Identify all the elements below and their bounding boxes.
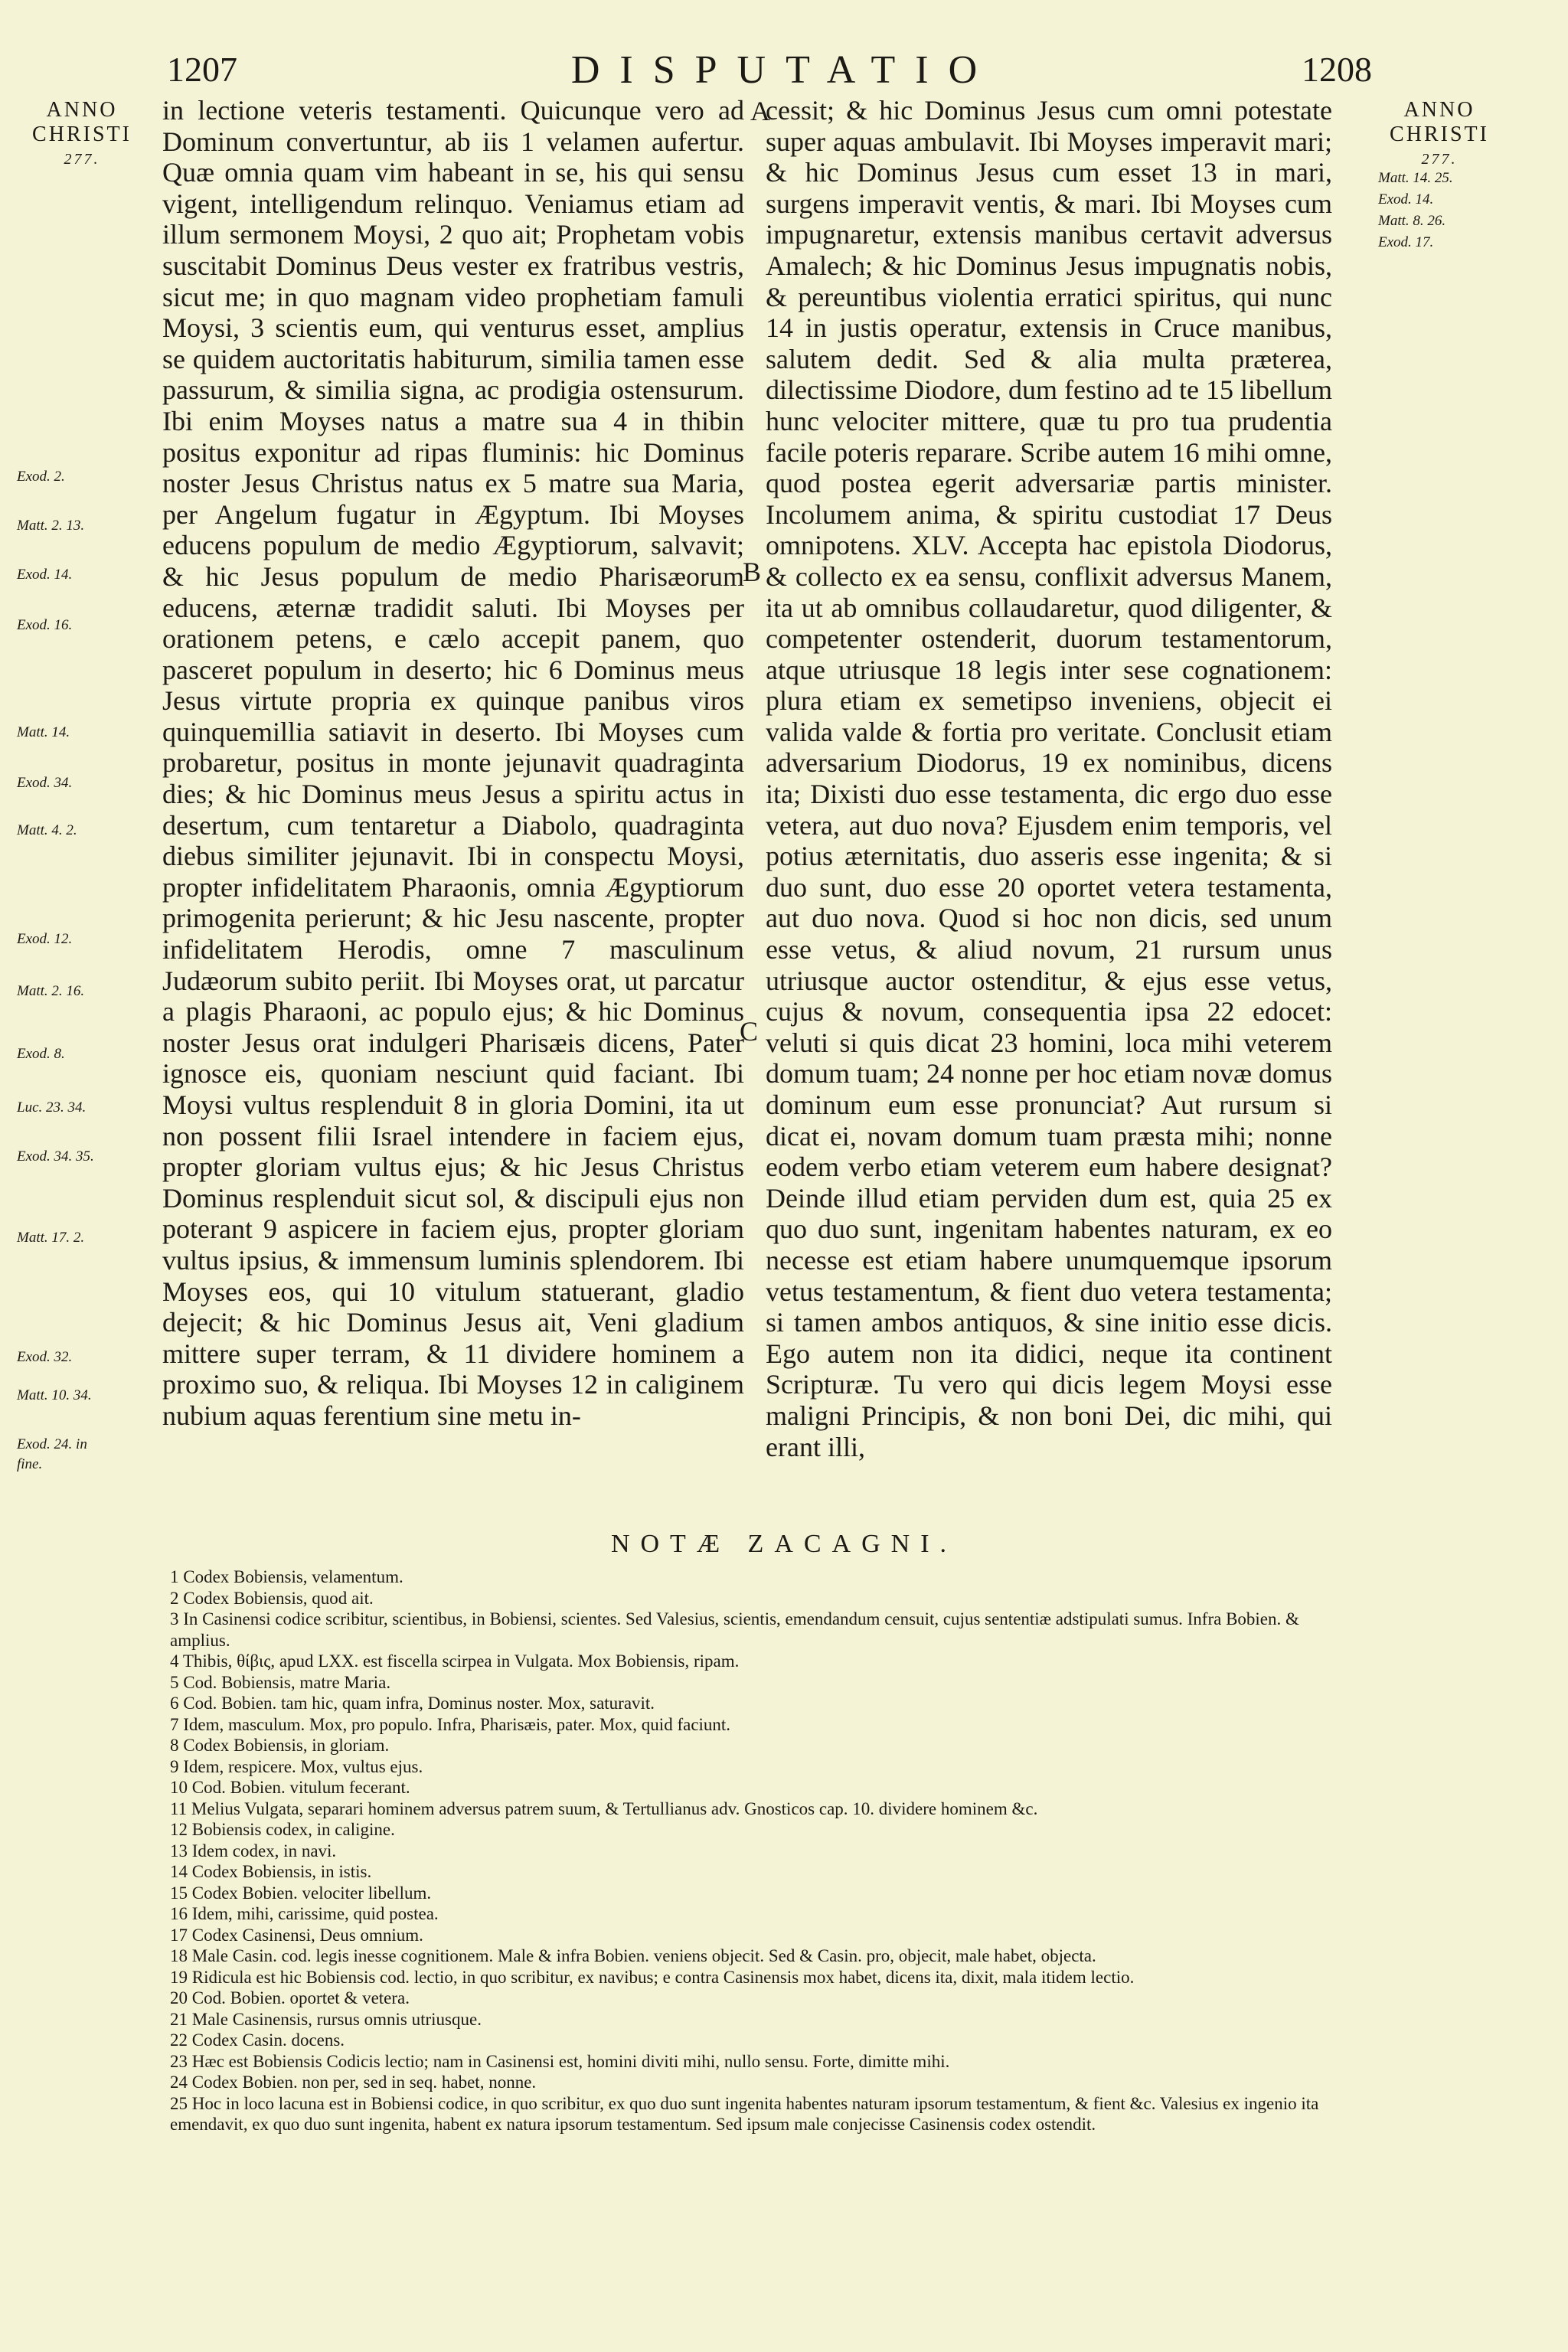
note-item: 6 Cod. Bobien. tam hic, quam infra, Dominus noster. Mox, saturavit.: [170, 1694, 655, 1713]
margin-ref: Matt. 17. 2.: [17, 1230, 85, 1246]
note-item: 16 Idem, mihi, carissime, quid postea.: [170, 1904, 439, 1923]
note-item: 8 Codex Bobiensis, in gloriam.: [170, 1736, 390, 1755]
anno-left: [17, 98, 147, 172]
anno-right: [1378, 98, 1501, 172]
note-item: 14 Codex Bobiensis, in istis.: [170, 1862, 372, 1881]
note-item: 7 Idem, masculum. Mox, pro populo. Infra, Pharisæis, pater. Mox, quid faciunt.: [170, 1714, 731, 1734]
anno-label: ANNO: [46, 98, 118, 122]
note-item: 24 Codex Bobien. non per, sed in seq. habet, nonne.: [170, 2073, 537, 2092]
margin-ref: Exod. 32.: [17, 1349, 73, 1365]
note-item: 1 Codex Bobiensis, velamentum.: [170, 1567, 403, 1586]
margin-ref: fine.: [17, 1456, 43, 1472]
margin-ref: Exod. 8.: [17, 1046, 65, 1062]
section-letter-b: B: [743, 557, 762, 587]
margin-ref: Exod. 16.: [17, 617, 73, 633]
page-number-left: 1207: [167, 50, 237, 89]
margin-ref: Exod. 24. in: [17, 1436, 87, 1452]
margin-ref: Matt. 2. 16.: [17, 983, 85, 999]
note-item: 13 Idem codex, in navi.: [170, 1841, 337, 1860]
note-item: 9 Idem, respicere. Mox, vultus ejus.: [170, 1756, 423, 1776]
note-item: 23 Hæc est Bobiensis Codicis lectio; nam in Casinensi est, homini diviti mihi, nullo sensu. Forte, dimitte mihi.: [170, 2051, 950, 2071]
note-item: 12 Bobiensis codex, in caligine.: [170, 1820, 395, 1839]
section-letter-c: C: [740, 1016, 759, 1047]
year-label: 277.: [1421, 151, 1458, 168]
note-item: 3 In Casinensi codice scribitur, scientibus, in Bobiensi, scientes. Sed Valesius, scientis, emendandum censuit, cujus sententiæ adstipulati sumus. Infra Bobien. & amplius.: [170, 1609, 1299, 1650]
note-item: 11 Melius Vulgata, separari hominem adversus patrem suum, & Tertullianus adv. Gnosticos cap. 10. dividere hominem &c.: [170, 1798, 1038, 1818]
margin-ref: Exod. 34. 35.: [17, 1148, 94, 1165]
note-item: 17 Codex Casinensi, Deus omnium.: [170, 1925, 423, 1945]
note-item: 25 Hoc in loco lacuna est in Bobiensi codice, in quo scribitur, ex quo duo sunt ingenita habentes naturam ipsorum testamentum, & fient &c. Valesius ex ingenio ita emendavit, ex quo duo sunt ingenita, habent ex natura ipsorum testamentum. Sed ipsum male conjecisse Casinensis codex ostendit.: [170, 2093, 1319, 2134]
note-item: 5 Cod. Bobiensis, matre Maria.: [170, 1672, 391, 1692]
margin-ref: Luc. 23. 34.: [17, 1099, 87, 1116]
text-column-left: in lectione veteris testamenti. Quicunque vero ad Dominum convertuntur, ab iis 1 velamen aufertur. Quæ omnia quam vim habeant in se, his qui sensu vigent, intelligendum relinquo. Veniamus etiam ad illum sermonem Moysi, 2 quo ait; Prophetam vobis suscitabit Dominus Deus vester ex fratribus vestris, sicut me; in quo magnam video prophetiam famuli Moysi, 3 scientis eum, qui venturus esset, amplius se quidem auctoritatis habiturum, similia tamen esse passurum, & similia signa, ac prodigia ostensurum. Ibi enim Moyses natus a matre sua 4 in thibin positus exponitur ad ripas fluminis: hic Dominus noster Jesus Christus natus ex 5 matre sua Maria, per Angelum fugatur in Ægyptum. Ibi Moyses educens populum de medio Ægyptiorum, salvavit; & hic Jesus populum de medio Pharisæorum educens, æternæ tradidit saluti. Ibi Moyses per orationem petens, e cælo accepit panem, quo pasceret populum in deserto; hic 6 Dominus meus Jesus virtute propria ex quinque panibus viros quinquemillia satiavit in deserto. Ibi Moyses cum probaretur, positus in monte jejunavit quadraginta dies; & hic Dominus meus Jesus a spiritu actus in desertum, cum tentaretur a Diabolo, quadraginta diebus similiter jejunavit. Ibi in conspectu Moysi, propter infidelitatem Pharaonis, omnia Ægyptiorum primogenita perierunt; & hic Jesu nascente, propter infidelitatem Herodis, omne 7 masculinum Judæorum subito periit. Ibi Moyses orat, ut parcatur a plagis Pharaoni, ac populo ejus; & hic Dominus noster Jesus orat indulgeri Pharisæis dicens, Pater ignosce eis, quoniam nesciunt quid faciant. Ibi Moysi vultus resplenduit 8 in gloria Domini, ita ut non possent filii Israel intendere in faciem ejus, propter gloriam vultus ejus; & hic Jesus Christus Dominus resplenduit sicut sol, & discipuli ejus non poterant 9 aspicere in faciem ejus, propter gloriam vultus ipsius, & immensum luminis splendorem. Ibi Moyses eos, qui 10 vitulum statuerant, gladio dejecit; & hic Dominus Jesus ait, Veni gladium mittere super terram, & 11 dividere hominem a proximo suo, & reliqua. Ibi Moyses 12 in caliginem nubium aquas ferentium sine metu in-: [162, 95, 744, 1431]
note-item: 21 Male Casinensis, rursus omnis utriusque.: [170, 2009, 482, 2029]
margin-ref: Exod. 14.: [1378, 191, 1434, 207]
year-label: 277.: [64, 151, 100, 168]
text-column-right: cessit; & hic Dominus Jesus cum omni potestate super aquas ambulavit. Ibi Moyses imperavit mari; & hic Dominus Jesus cum esset 13 in mari, surgens imperavit ventis, & mari. Ibi Moyses cum impugnaretur, extensis manibus certavit adversus Amalech; & hic Dominus Jesus impugnatis nobis, & pereuntibus violentia erratici spiritus, qui nunc 14 in justis operatur, extensis in Cruce manibus, salutem dedit. Sed & alia multa præterea, dilectissime Diodore, dum festino ad te 15 libellum hunc velociter mittere, quæ tu pro tua prudentia facile poteris reparare. Scribe autem 16 mihi omne, quod postea egerit adversariæ partis minister. Incolumem anima, & spiritu custodiat 17 Deus omnipotens. XLV. Accepta hac epistola Diodorus, & collecto ex ea sensu, conflixit adversus Manem, ita ut ab omnibus collaudaretur, quod diligenter, & competenter ostenderit, duorum testamentorum, atque utriusque 18 legis inter sese cognationem: plura etiam ex semetipso inveniens, objecit ei valida valde & fortia pro veritate. Conclusit etiam adversarium Diodorus, 19 ex nominibus, dicens ita; Dixisti duo esse testamenta, dic ergo duo esse vetera, aut duo nova? Ejusdem enim temporis, vel potius æternitatis, duo asseris esse ingenita; & si duo sunt, duo esse 20 oportet vetera testamenta, aut duo nova. Quod si hoc non dicis, sed unum esse vetus, & aliud novum, 21 rursum unus utriusque auctor ostenditur, & ejus esse vetus, cujus & novum, consequentia ipsa 22 edocet: veluti si quis dicat 23 homini, loca mihi veterem domum tuam; 24 nonne per hoc etiam novæ domus dominum eum esse pronunciat? Aut rursum si dicat ei, novam domum tuam præsta mihi; nonne eodem verbo etiam veterem eum habere designat? Deinde illud etiam perviden dum est, quia 25 ex quo duo sunt, ingenitam habentes naturam, ex eo necesse est etiam habere unumquemque ipsorum vetus testamentum, & fient duo vetera testamenta; si tamen ambos antiquos, & sine initio esse dicis. Ego autem non ita didici, neque ita continent Scripturæ. Tu vero qui dicis legem Moysi esse maligni Principis, & non boni Dei, dic mihi, qui erant illi,: [766, 95, 1332, 1462]
page-title: DISPUTATIO: [570, 48, 998, 92]
note-item: 22 Codex Casin. docens.: [170, 2030, 345, 2050]
note-item: 2 Codex Bobiensis, quod ait.: [170, 1588, 374, 1608]
note-item: 15 Codex Bobien. velociter libellum.: [170, 1883, 432, 1903]
margin-ref: Exod. 17.: [1378, 234, 1434, 250]
margin-ref: Matt. 2. 13.: [17, 518, 85, 534]
section-letter-a: A: [750, 96, 770, 126]
margin-ref: Matt. 8. 26.: [1378, 213, 1446, 229]
margin-ref: Exod. 14.: [17, 567, 73, 583]
margin-ref: Matt. 10. 34.: [17, 1387, 92, 1403]
margin-ref: Exod. 12.: [17, 931, 73, 947]
note-item: 18 Male Casin. cod. legis inesse cognitionem. Male & infra Bobien. veniens objecit. Sed & Casin. pro, objecit, male habet, objecta.: [170, 1946, 1096, 1965]
anno-label: ANNO: [1403, 98, 1475, 122]
margin-ref: Matt. 14. 25.: [1378, 170, 1453, 186]
notes-title: NOTÆ ZACAGNI.: [610, 1530, 958, 1558]
note-item: 20 Cod. Bobien. oportet & vetera.: [170, 1988, 410, 2007]
margin-ref: Exod. 34.: [17, 775, 73, 791]
note-item: 10 Cod. Bobien. vitulum fecerant.: [170, 1778, 410, 1797]
margin-ref: Matt. 14.: [17, 724, 70, 740]
margin-ref: Matt. 4. 2.: [17, 822, 77, 838]
page-number-right: 1208: [1302, 50, 1372, 89]
note-item: 4 Thibis, θίβις, apud LXX. est fiscella scirpea in Vulgata. Mox Bobiensis, ripam.: [170, 1651, 740, 1671]
christi-label: CHRISTI: [1390, 122, 1489, 146]
christi-label: CHRISTI: [32, 122, 132, 146]
note-item: 19 Ridicula est hic Bobiensis cod. lectio, in quo scribitur, ex navibus; e contra Casinensis mox habet, dicens ita, dixit, mala itidem lectio.: [170, 1967, 1135, 1987]
notes-list: [162, 1566, 1357, 2135]
margin-ref: Exod. 2.: [17, 469, 65, 485]
